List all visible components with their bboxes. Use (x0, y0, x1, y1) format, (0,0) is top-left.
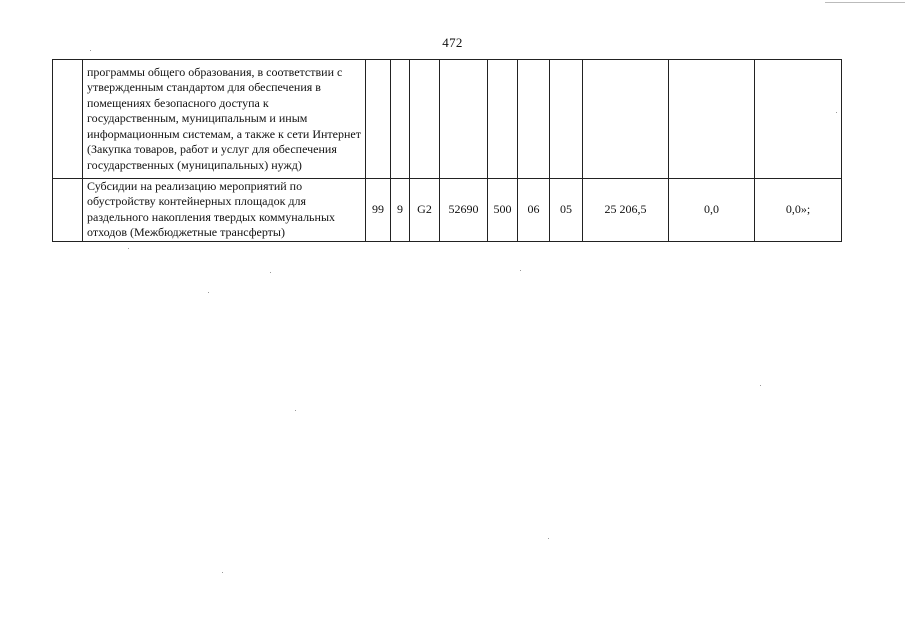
amount-cell: 0,0 (669, 179, 755, 242)
amount-cell (583, 60, 669, 179)
table-row (53, 60, 842, 179)
row-index-cell (53, 60, 83, 179)
code-cell (488, 60, 518, 179)
code-cell: 500 (488, 179, 518, 242)
code-cell (410, 60, 440, 179)
code-cell: G2 (410, 179, 440, 242)
description-text: программы общего образования, в соответствии с утвержденным стандартом для обеспечения в помещениях безопасного доступа к государственным, муниципальным и иным информационным системам, а также к сети Интернет (Закупка товаров, работ и услуг для обеспечения государственных (муниципальных) нужд) (87, 65, 361, 172)
amount-cell (755, 60, 842, 179)
code-cell (366, 60, 391, 179)
scan-speck (548, 538, 549, 539)
code-cell: 52690 (440, 179, 488, 242)
table-row (53, 179, 842, 242)
scan-speck (128, 248, 129, 249)
code-cell (550, 60, 583, 179)
scan-speck (222, 572, 223, 573)
amount-cell (669, 60, 755, 179)
scan-speck (520, 270, 521, 271)
description-cell (83, 60, 366, 179)
scan-edge-mark (825, 2, 905, 6)
description-cell (83, 179, 366, 242)
scan-speck (270, 272, 271, 273)
scan-speck (90, 50, 91, 51)
scan-speck (836, 112, 837, 113)
code-cell (518, 60, 550, 179)
description-text: Субсидии на реализацию мероприятий по обустройству контейнерных площадок для раздельного накопления твердых коммунальных отходов (Межбюджетные трансферты) (87, 179, 336, 240)
code-cell: 99 (366, 179, 391, 242)
code-cell (391, 60, 410, 179)
scan-speck (760, 385, 761, 386)
row-index-cell (53, 179, 83, 242)
code-cell: 05 (550, 179, 583, 242)
code-cell: 9 (391, 179, 410, 242)
scan-speck (295, 410, 296, 411)
code-cell: 06 (518, 179, 550, 242)
scan-speck (208, 292, 209, 293)
budget-table (52, 59, 842, 242)
amount-cell: 25 206,5 (583, 179, 669, 242)
page-number: 472 (442, 35, 463, 50)
code-cell (440, 60, 488, 179)
amount-cell: 0,0»; (755, 179, 842, 242)
